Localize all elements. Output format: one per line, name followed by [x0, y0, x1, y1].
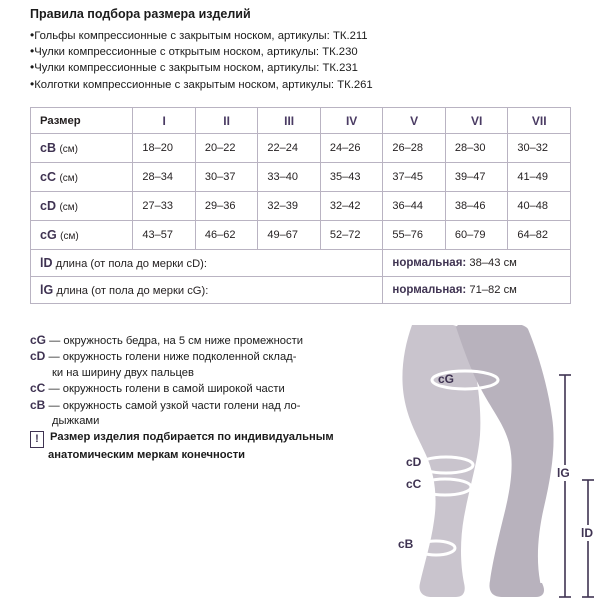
cell: 64–82 [508, 221, 571, 250]
leg-diagram-svg [360, 325, 600, 600]
header-col-2: II [195, 108, 258, 134]
list-item: •Колготки компрессионные с закрытым носком, артикулы: ТК.261 [30, 76, 373, 91]
cell: 41–49 [508, 163, 571, 192]
table-row [31, 134, 571, 163]
table-header-row [31, 108, 571, 134]
cell: 37–45 [383, 163, 446, 192]
ld-value: нормальная: 38–43 см [383, 250, 571, 277]
size-table [30, 107, 571, 304]
note-line-2: анатомическим меркам конечности [48, 449, 246, 461]
legend-item: cD — окружность голени ниже подколенной склад- [30, 349, 297, 364]
table-row-ld [31, 250, 571, 277]
cell: 46–62 [195, 221, 258, 250]
cell: 43–57 [133, 221, 196, 250]
exclamation-icon: ! [30, 431, 44, 448]
cell: 40–48 [508, 192, 571, 221]
table-row-lg [31, 277, 571, 304]
leg-illustration [360, 325, 600, 600]
legend-item: cB — окружность самой узкой части голени над ло- [30, 397, 301, 412]
product-list [30, 28, 570, 93]
cell: 36–44 [383, 192, 446, 221]
lg-description: lG длина (от пола до мерки cG): [31, 277, 383, 304]
label-cb: cB [398, 537, 414, 551]
legend-item: cC — окружность голени в самой широкой части [30, 381, 285, 396]
measurement-legend [30, 333, 360, 429]
cell: 33–40 [258, 163, 321, 192]
list-item: •Чулки компрессионные с открытым носком, артикулы: ТК.230 [30, 44, 358, 59]
cell: 18–20 [133, 134, 196, 163]
cell: 39–47 [445, 163, 508, 192]
cell: 60–79 [445, 221, 508, 250]
header-col-1: I [133, 108, 196, 134]
cell: 55–76 [383, 221, 446, 250]
header-col-7: VII [508, 108, 571, 134]
row-label-cc: cC (см) [31, 163, 133, 192]
ld-description: lD длина (от пола до мерки cD): [31, 250, 383, 277]
legend-item-cont: ки на ширину двух пальцев [52, 366, 194, 379]
label-ld: lD [581, 526, 593, 540]
list-item: •Гольфы компрессионные с закрытым носком, артикулы: ТК.211 [30, 28, 368, 42]
cell: 29–36 [195, 192, 258, 221]
lg-value: нормальная: 71–82 см [383, 277, 571, 304]
bullet-icon: • [30, 44, 35, 59]
cell: 24–26 [320, 134, 383, 163]
label-cd: cD [406, 455, 422, 469]
cell: 26–28 [383, 134, 446, 163]
bullet-icon: • [30, 60, 35, 75]
bullet-icon: • [30, 28, 35, 42]
cell: 28–30 [445, 134, 508, 163]
cell: 27–33 [133, 192, 196, 221]
cell: 52–72 [320, 221, 383, 250]
label-cg: cG [438, 372, 455, 386]
page-title: Правила подбора размера изделий [30, 7, 251, 21]
cell: 32–42 [320, 192, 383, 221]
note-line-1: Размер изделия подбирается по индивидуальным [50, 431, 334, 443]
label-cc: cC [406, 477, 422, 491]
cell: 32–39 [258, 192, 321, 221]
header-col-6: VI [445, 108, 508, 134]
row-label-cg: cG (см) [31, 221, 133, 250]
row-label-cd: cD (см) [31, 192, 133, 221]
header-size-label: Размер [31, 108, 133, 134]
table-row [31, 163, 571, 192]
header-col-5: V [383, 108, 446, 134]
cell: 30–32 [508, 134, 571, 163]
legend-item: cG — окружность бедра, на 5 см ниже промежности [30, 333, 303, 347]
cell: 49–67 [258, 221, 321, 250]
foot-shape [490, 581, 545, 597]
table-row [31, 221, 571, 250]
advice-note [30, 430, 360, 463]
bullet-icon: • [30, 76, 35, 91]
table-row [31, 192, 571, 221]
label-lg: lG [557, 466, 570, 480]
list-item: •Чулки компрессионные с закрытым носком, артикулы: ТК.231 [30, 60, 358, 75]
cell: 20–22 [195, 134, 258, 163]
row-label-cb: cB (см) [31, 134, 133, 163]
cell: 30–37 [195, 163, 258, 192]
header-col-4: IV [320, 108, 383, 134]
header-col-3: III [258, 108, 321, 134]
cell: 28–34 [133, 163, 196, 192]
legend-item-cont: дыжками [52, 415, 100, 428]
cell: 38–46 [445, 192, 508, 221]
cell: 35–43 [320, 163, 383, 192]
cell: 22–24 [258, 134, 321, 163]
